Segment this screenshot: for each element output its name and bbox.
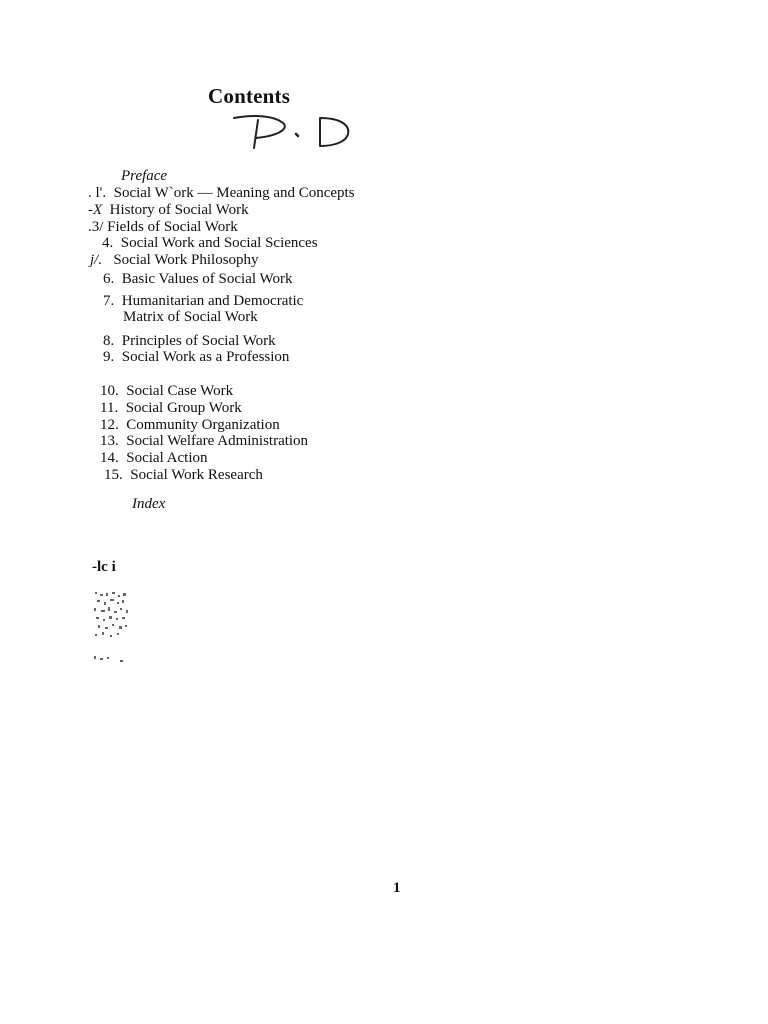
preface-entry: Preface bbox=[121, 168, 168, 184]
chapter-entry bbox=[103, 333, 276, 350]
chapter-number: 7. bbox=[103, 293, 115, 309]
stray-mark-text: -lc i bbox=[92, 559, 116, 575]
chapter-number: 8. bbox=[103, 333, 115, 349]
chapter-number: -X bbox=[88, 202, 103, 218]
chapter-number: 13. bbox=[100, 433, 119, 449]
chapter-number: 10. bbox=[100, 383, 119, 399]
chapter-entry bbox=[88, 202, 249, 219]
chapter-number: 12. bbox=[100, 417, 119, 433]
chapter-title: Social Case Work bbox=[126, 383, 234, 399]
chapter-title: Social Work Research bbox=[130, 467, 263, 483]
chapter-number: 9. bbox=[103, 349, 115, 365]
chapter-number: 14. bbox=[100, 450, 119, 466]
chapter-title-continuation: Matrix of Social Work bbox=[123, 309, 258, 325]
page-number: 1 bbox=[393, 880, 401, 896]
chapter-entry bbox=[103, 349, 289, 366]
scanned-stamp-mark bbox=[92, 590, 132, 670]
chapter-title: Social Welfare Administration bbox=[126, 433, 309, 449]
chapter-entry bbox=[88, 185, 355, 202]
chapter-title: Social Work and Social Sciences bbox=[120, 235, 318, 251]
chapter-entry bbox=[103, 271, 292, 288]
chapter-number: .3/ bbox=[88, 219, 104, 235]
chapter-entry bbox=[88, 219, 238, 236]
chapter-number: 4. bbox=[102, 235, 114, 251]
chapter-entry bbox=[90, 252, 259, 269]
chapter-title: Principles of Social Work bbox=[121, 333, 276, 349]
chapter-entry bbox=[100, 433, 308, 450]
chapter-title: Humanitarian and Democratic bbox=[121, 293, 304, 309]
chapter-entry bbox=[102, 235, 318, 252]
chapter-number: j/. bbox=[90, 252, 103, 268]
chapter-entry bbox=[100, 417, 280, 434]
chapter-entry bbox=[100, 383, 233, 400]
chapter-title: Social W`ork — Meaning and Concepts bbox=[113, 185, 355, 201]
chapter-title: History of Social Work bbox=[109, 202, 249, 218]
chapter-number: . l'. bbox=[88, 185, 107, 201]
chapter-title: Fields of Social Work bbox=[107, 219, 238, 235]
chapter-title: Social Group Work bbox=[125, 400, 242, 416]
chapter-entry bbox=[100, 400, 242, 417]
chapter-number: 11. bbox=[100, 400, 119, 416]
chapter-entry bbox=[100, 450, 208, 467]
index-entry: Index bbox=[132, 496, 166, 512]
chapter-entry bbox=[103, 293, 303, 310]
chapter-title: Basic Values of Social Work bbox=[121, 271, 293, 287]
chapter-number: 15. bbox=[104, 467, 123, 483]
chapter-title: Social Action bbox=[126, 450, 208, 466]
page-title: Contents bbox=[208, 84, 291, 108]
chapter-title: Community Organization bbox=[126, 417, 280, 433]
chapter-number: 6. bbox=[103, 271, 115, 287]
chapter-title: Social Work Philosophy bbox=[113, 252, 259, 268]
handwritten-initials bbox=[226, 108, 356, 154]
chapter-title: Social Work as a Profession bbox=[121, 349, 290, 365]
chapter-entry bbox=[104, 467, 263, 484]
